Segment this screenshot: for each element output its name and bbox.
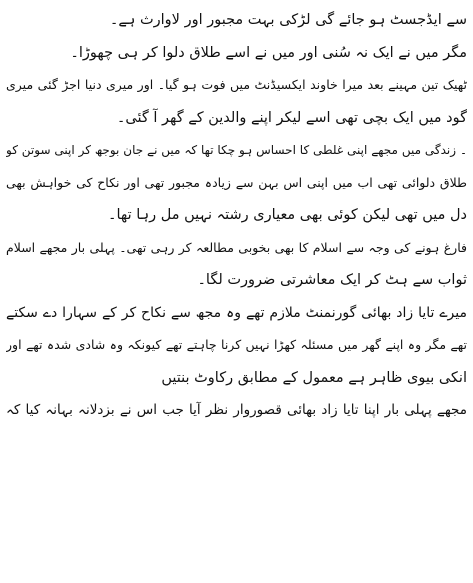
text-line: طلاق دلوائی تھی اب میں اپنی اس بہن سے زیادہ مجبور تھی اور نکاح کی خواہش بھی [6,174,467,190]
text-line: تھے مگر وہ اپنے گھر میں مسئلہ کھڑا نہیں کرنا چاہتے تھے کیونکہ وہ شادی شدہ تھے اور [6,337,467,352]
text-line: مجھے پہلی بار اپنا تایا زاد بھائی قصوروار نظر آیا جب اس نے بزدلانہ بہانہ کیا کہ [6,402,467,418]
text-line: گود میں ایک بچی تھی اسے لیکر اپنے والدین کے گھر آ گئی۔ [116,109,467,126]
text-line: ٹھیک تین مہینے بعد میرا خاوند ایکسیڈنٹ میں فوت ہو گیا۔ اور میری دنیا اجڑ گئی میری [6,77,467,92]
text-line: میرے تایا زاد بھائی گورنمنٹ ملازم تھے وہ مجھ سے نکاح کر کے سہارا دے سکتے [6,304,467,321]
text-line: سے ایڈجسٹ ہو جائے گی لڑکی بہت مجبور اور لاوارث ہے۔ [109,12,467,28]
text-line: ثواب سے ہٹ کر ایک معاشرتی ضرورت لگا۔ [197,272,467,288]
text-line: دل میں تھی لیکن کوئی بھی معیاری رشتہ نہیں مل رہا تھا۔ [107,207,467,223]
text-line: انکی بیوی ظاہر ہے معمول کے مطابق رکاوٹ بنتیں [161,369,467,386]
text-line: مگر میں نے ایک نہ سُنی اور میں نے اسے طلاق دلوا کر ہی چھوڑا۔ [70,44,467,61]
text-line: فارغ ہونے کی وجہ سے اسلام کا بھی بخوبی مطالعہ کر رہی تھی۔ پہلی بار مجھے اسلام [6,239,467,255]
text-line: ۔ زندگی میں مجھے اپنی غلطی کا احساس ہو چکا تھا کہ میں نے جان بوجھ کر اپنی سوتن کو [6,143,467,157]
